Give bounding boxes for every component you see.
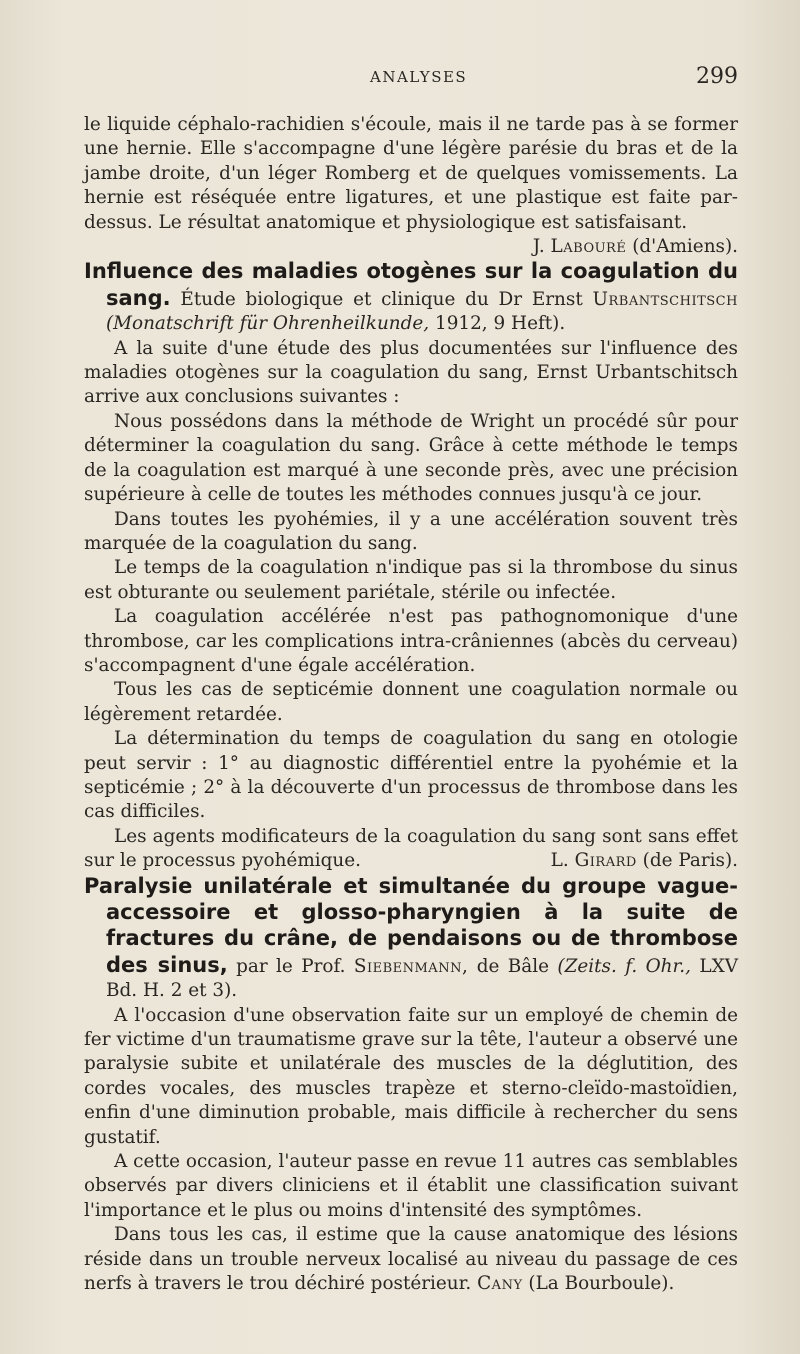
paragraph: A l'occasion d'une observation faite sur un employé de chemin de fer victime d'un traumatisme grave sur la tête, l'auteur a observé une paralysie subite et unilatérale des muscles de la déglutition, des cordes vocales, des muscles trapèze et sterno-cleïdo-mastoïdien, enfin d'une diminution probable, mais difficile à rechercher du sens gustatif. bbox=[84, 1004, 738, 1148]
article-subtitle: Étude biologique et clinique du Dr Ernst bbox=[180, 288, 583, 310]
paragraph: A la suite d'une étude des plus documentées sur l'influence des maladies otogènes sur la coagulation du sang, Ernst Urbantschitsch arrive aux conclusions suivantes : bbox=[84, 337, 738, 408]
signature: L. Girard (de Paris). bbox=[550, 850, 738, 872]
intro-signature: J. Labouré (d'Amiens). bbox=[532, 236, 738, 258]
article-heading bbox=[84, 874, 738, 1004]
paragraph: A cette occasion, l'auteur passe en revue 11 autres cas semblables observés par divers cliniciens et il établit une classification suivant l'importance et le plus ou moins d'intensité des symptômes. bbox=[84, 1151, 738, 1221]
source-details: LXV Bd. H. 2 et 3). bbox=[106, 955, 738, 1002]
author-place: de Bâle bbox=[476, 955, 549, 977]
article-title: Paralysie unilatérale et simultanée du groupe vague-accessoire et glosso-pharyngien à la suite de fractures du crâne, de pendaisons ou de thrombose des sinus, bbox=[84, 873, 738, 977]
paragraph: La détermination du temps de coagulation du sang en otologie peut servir : 1° au diagnostic différentiel entre la pyohémie et la septicémie ; 2° à la découverte d'un processus de thrombose dans les cas difficiles. bbox=[84, 728, 738, 823]
article-heading bbox=[84, 259, 738, 336]
article-title: Influence des maladies otogènes sur la coagulation du sang. bbox=[84, 259, 738, 310]
signature: Cany (La Bourboule). bbox=[477, 1273, 675, 1295]
paragraph: Dans toutes les pyohémies, il y a une accélération souvent très marquée de la coagulation du sang. bbox=[84, 508, 738, 554]
author-name: Girard bbox=[574, 850, 637, 872]
paragraph: Nous possédons dans la méthode de Wright un procédé sûr pour déterminer la coagulation du sang. Grâce à cette méthode le temps de la coagulation est marqué à une seconde près, avec une précision supérieure à celle de toutes les méthodes connues jusqu'à ce jour. bbox=[84, 410, 738, 506]
journal-name: (Zeits. f. Ohr., bbox=[557, 955, 691, 977]
author-name: Cany bbox=[477, 1273, 523, 1295]
paragraph: La coagulation accélérée n'est pas pathognomonique d'une thrombose, car les complications intra-crâniennes (abcès du cerveau) s'accompagnent d'une égale accélération. bbox=[84, 606, 738, 676]
author-name: Labouré bbox=[550, 236, 627, 258]
paragraph: Tous les cas de septicémie donnent une coagulation normale ou légèrement retardée. bbox=[84, 679, 738, 725]
article-author: Urbantschitsch bbox=[592, 288, 738, 310]
source-details: 1912, 9 Heft). bbox=[435, 313, 566, 335]
intro-paragraph: le liquide céphalo-rachidien s'écoule, mais il ne tarde pas à se former une hernie. Elle s'accompagne d'une légère parésie du bras et de la jambe droite, d'un léger Romberg et de quelques vomissements. La hernie est réséquée entre ligatures, et une plastique est faite par-dessus. Le résultat anatomique et physiologique est satisfaisant. bbox=[84, 114, 738, 233]
journal-name: (Monatschrift für Ohrenheilkunde, bbox=[106, 313, 430, 335]
page-number: 299 bbox=[696, 64, 738, 89]
page-header bbox=[84, 64, 738, 94]
running-head: ANALYSES bbox=[370, 68, 468, 86]
article-author: Siebenmann, bbox=[353, 955, 469, 977]
page-body bbox=[84, 113, 738, 1297]
paragraph-with-signature: Dans tous les cas, il estime que la cause anatomique des lésions réside dans un trouble nerveux localisé au niveau du passage de ces nerfs à travers le trou déchiré postérieur. Cany (La Bourboule). bbox=[84, 1224, 738, 1295]
paragraph-with-signature: Les agents modificateurs de la coagulation du sang sont sans effet sur le processus pyohémique. L. Girard (de Paris). bbox=[84, 825, 738, 874]
byline: par le Prof. bbox=[236, 955, 346, 977]
paragraph: Le temps de la coagulation n'indique pas si la thrombose du sinus est obturante ou seulement pariétale, stérile ou infectée. bbox=[84, 557, 738, 603]
